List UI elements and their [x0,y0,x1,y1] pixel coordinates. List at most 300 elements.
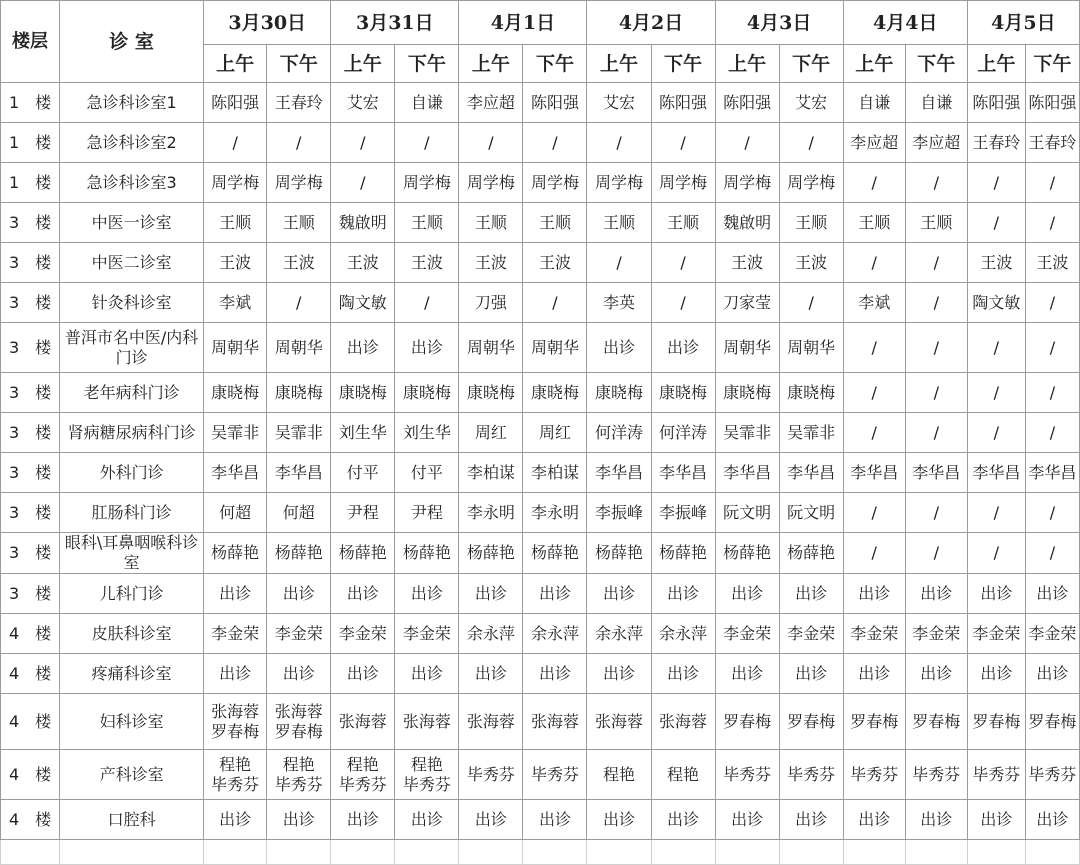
table-row [1,800,1080,840]
doctor-cell: 杨薛艳 [395,533,459,574]
doctor-cell: 出诊 [204,800,267,840]
doctor-cell: 艾宏 [779,83,843,123]
pm-header: 下午 [905,45,967,83]
floor-cell: 1 楼 [1,163,60,203]
doctor-cell: 周朝华 [715,323,779,373]
table-row [1,493,1080,533]
table-row [1,373,1080,413]
doctor-cell: 何超 [204,493,267,533]
doctor-cell: 王顺 [267,203,331,243]
room-cell: 产科诊室 [60,750,204,800]
doctor-cell: 李斌 [204,283,267,323]
doctor-cell: 出诊 [715,654,779,694]
room-cell: 肾病糖尿病科门诊 [60,413,204,453]
floor-cell: 4 楼 [1,614,60,654]
doctor-cell: 李柏谋 [459,453,523,493]
doctor-cell: / [843,323,905,373]
doctor-cell: 康晓梅 [204,373,267,413]
room-cell: 疼痛科诊室 [60,654,204,694]
doctor-cell: 出诊 [967,800,1025,840]
doctor-cell: 出诊 [651,323,715,373]
room-header: 诊 室 [60,1,204,83]
doctor-cell: 李华昌 [587,453,651,493]
doctor-cell: / [843,163,905,203]
doctor-cell: / [1025,163,1079,203]
doctor-cell: 出诊 [523,574,587,614]
doctor-cell: 尹程 [395,493,459,533]
doctor-cell: / [267,283,331,323]
doctor-cell: 艾宏 [587,83,651,123]
table-row [1,283,1080,323]
empty-cell [905,840,967,865]
doctor-cell: 何洋涛 [587,413,651,453]
empty-cell [587,840,651,865]
doctor-cell: 王春玲 [1025,123,1079,163]
doctor-cell: 李英 [587,283,651,323]
doctor-cell: 康晓梅 [459,373,523,413]
date-header: 4月2日 [587,1,715,45]
doctor-cell: 出诊 [395,654,459,694]
doctor-cell: 出诊 [523,800,587,840]
doctor-cell: 程艳 [651,750,715,800]
empty-cell [967,840,1025,865]
empty-cell [204,840,267,865]
doctor-cell: / [843,413,905,453]
doctor-cell: 李华昌 [905,453,967,493]
doctor-cell: 王春玲 [267,83,331,123]
floor-cell: 3 楼 [1,533,60,574]
pm-header: 下午 [523,45,587,83]
doctor-cell: 出诊 [587,323,651,373]
floor-cell: 3 楼 [1,413,60,453]
room-cell: 肛肠科门诊 [60,493,204,533]
doctor-cell: 李金荣 [967,614,1025,654]
date-header: 4月1日 [459,1,587,45]
room-cell: 急诊科诊室1 [60,83,204,123]
doctor-cell: 程艳 毕秀芬 [204,750,267,800]
pm-header: 下午 [651,45,715,83]
doctor-cell: 李永明 [459,493,523,533]
doctor-cell: / [905,163,967,203]
doctor-cell: 出诊 [779,574,843,614]
doctor-cell: 张海蓉 [395,694,459,750]
doctor-cell: 出诊 [459,574,523,614]
floor-header: 楼层 [1,1,60,83]
doctor-cell: 康晓梅 [395,373,459,413]
doctor-cell: 出诊 [204,574,267,614]
doctor-cell: 陶文敏 [331,283,395,323]
doctor-cell: 余永萍 [459,614,523,654]
doctor-cell: 周朝华 [779,323,843,373]
doctor-cell: 程艳 毕秀芬 [331,750,395,800]
doctor-cell: 李金荣 [395,614,459,654]
am-header: 上午 [715,45,779,83]
floor-cell: 4 楼 [1,694,60,750]
doctor-cell: / [459,123,523,163]
empty-cell [651,840,715,865]
empty-cell [715,840,779,865]
doctor-cell: 出诊 [905,574,967,614]
doctor-cell: / [779,123,843,163]
doctor-cell: / [967,413,1025,453]
doctor-cell: 李金荣 [204,614,267,654]
pm-header: 下午 [779,45,843,83]
doctor-cell: 何洋涛 [651,413,715,453]
doctor-cell: / [843,493,905,533]
room-cell: 中医一诊室 [60,203,204,243]
doctor-cell: / [1025,413,1079,453]
room-cell: 外科门诊 [60,453,204,493]
doctor-cell: 陈阳强 [967,83,1025,123]
doctor-cell: 付平 [395,453,459,493]
doctor-cell: / [1025,323,1079,373]
doctor-cell: 出诊 [967,654,1025,694]
doctor-cell: 毕秀芬 [779,750,843,800]
doctor-cell: 罗春梅 [715,694,779,750]
doctor-cell: 程艳 毕秀芬 [267,750,331,800]
date-header: 4月3日 [715,1,843,45]
doctor-cell: 李金荣 [779,614,843,654]
doctor-cell: 王顺 [587,203,651,243]
doctor-cell: 杨薛艳 [267,533,331,574]
doctor-cell: 出诊 [395,574,459,614]
doctor-cell: 出诊 [267,574,331,614]
doctor-cell: 出诊 [1025,574,1079,614]
doctor-cell: 出诊 [331,323,395,373]
doctor-cell: 李华昌 [651,453,715,493]
doctor-cell: 张海蓉 罗春梅 [267,694,331,750]
doctor-cell: / [967,323,1025,373]
am-header: 上午 [843,45,905,83]
doctor-cell: 出诊 [267,800,331,840]
doctor-cell: 李金荣 [1025,614,1079,654]
doctor-cell: 毕秀芬 [523,750,587,800]
floor-cell: 4 楼 [1,750,60,800]
doctor-cell: 罗春梅 [967,694,1025,750]
empty-cell [60,840,204,865]
doctor-cell: 王顺 [204,203,267,243]
doctor-cell: 王波 [715,243,779,283]
doctor-cell: / [587,243,651,283]
doctor-cell: 李华昌 [267,453,331,493]
doctor-cell: / [967,163,1025,203]
doctor-cell: 出诊 [523,654,587,694]
doctor-cell: 出诊 [395,323,459,373]
doctor-cell: 张海蓉 [331,694,395,750]
doctor-cell: 出诊 [204,654,267,694]
doctor-cell: / [1025,373,1079,413]
doctor-cell: 出诊 [651,574,715,614]
doctor-cell: 杨薛艳 [459,533,523,574]
doctor-cell: 阮文明 [779,493,843,533]
empty-cell [1,840,60,865]
doctor-cell: / [523,123,587,163]
doctor-cell: 李斌 [843,283,905,323]
doctor-cell: 出诊 [651,654,715,694]
empty-cell [267,840,331,865]
empty-cell [395,840,459,865]
doctor-cell: / [523,283,587,323]
doctor-cell: 余永萍 [651,614,715,654]
room-cell: 中医二诊室 [60,243,204,283]
doctor-cell: 康晓梅 [779,373,843,413]
doctor-cell: 王春玲 [967,123,1025,163]
doctor-cell: 陈阳强 [1025,83,1079,123]
table-row [1,203,1080,243]
pm-header: 下午 [267,45,331,83]
doctor-cell: 康晓梅 [715,373,779,413]
doctor-cell: / [204,123,267,163]
doctor-cell: 毕秀芬 [967,750,1025,800]
pm-header: 下午 [1025,45,1079,83]
doctor-cell: 李华昌 [1025,453,1079,493]
table-row [1,614,1080,654]
doctor-cell: 周朝华 [267,323,331,373]
doctor-cell: / [395,123,459,163]
doctor-cell: 王波 [459,243,523,283]
empty-row [1,840,1080,865]
doctor-cell: 张海蓉 [651,694,715,750]
date-header: 3月31日 [331,1,459,45]
table-row [1,163,1080,203]
doctor-cell: 李振峰 [651,493,715,533]
doctor-cell: / [905,493,967,533]
doctor-cell: 吴霏非 [779,413,843,453]
empty-cell [331,840,395,865]
doctor-cell: 杨薛艳 [523,533,587,574]
doctor-cell: 王波 [204,243,267,283]
header-row-dates [1,1,1080,45]
doctor-cell: 罗春梅 [1025,694,1079,750]
doctor-cell: 何超 [267,493,331,533]
doctor-cell: / [905,243,967,283]
table-row [1,574,1080,614]
table-row [1,413,1080,453]
doctor-cell: 程艳 毕秀芬 [395,750,459,800]
doctor-cell: 周学梅 [523,163,587,203]
doctor-cell: / [1025,283,1079,323]
doctor-cell: / [267,123,331,163]
doctor-cell: 张海蓉 罗春梅 [204,694,267,750]
doctor-cell: 李华昌 [204,453,267,493]
room-cell: 老年病科门诊 [60,373,204,413]
floor-cell: 3 楼 [1,453,60,493]
doctor-cell: 罗春梅 [843,694,905,750]
doctor-cell: 张海蓉 [587,694,651,750]
doctor-cell: / [905,373,967,413]
doctor-cell: 艾宏 [331,83,395,123]
doctor-cell: 出诊 [587,800,651,840]
am-header: 上午 [967,45,1025,83]
doctor-cell: 李振峰 [587,493,651,533]
doctor-cell: 王波 [967,243,1025,283]
room-cell: 口腔科 [60,800,204,840]
doctor-cell: 陈阳强 [523,83,587,123]
floor-cell: 1 楼 [1,83,60,123]
doctor-cell: 出诊 [715,574,779,614]
room-cell: 妇科诊室 [60,694,204,750]
doctor-cell: / [843,533,905,574]
doctor-cell: / [1025,203,1079,243]
doctor-cell: 杨薛艳 [331,533,395,574]
doctor-cell: 李金荣 [905,614,967,654]
doctor-cell: 康晓梅 [331,373,395,413]
floor-cell: 3 楼 [1,203,60,243]
doctor-cell: 出诊 [331,800,395,840]
doctor-cell: / [905,283,967,323]
doctor-cell: 毕秀芬 [843,750,905,800]
empty-cell [459,840,523,865]
date-header: 4月4日 [843,1,967,45]
doctor-cell: 王波 [779,243,843,283]
doctor-cell: / [715,123,779,163]
floor-cell: 3 楼 [1,373,60,413]
floor-cell: 3 楼 [1,243,60,283]
doctor-cell: 杨薛艳 [204,533,267,574]
doctor-cell: / [651,243,715,283]
doctor-cell: 魏啟明 [715,203,779,243]
am-header: 上午 [331,45,395,83]
doctor-cell: 张海蓉 [523,694,587,750]
doctor-cell: 吴霏非 [204,413,267,453]
doctor-cell: 出诊 [395,800,459,840]
doctor-cell: 毕秀芬 [715,750,779,800]
schedule-body [1,83,1080,865]
floor-cell: 3 楼 [1,323,60,373]
doctor-cell: 自谦 [905,83,967,123]
doctor-cell: 王波 [523,243,587,283]
doctor-cell: 王顺 [905,203,967,243]
doctor-cell: 康晓梅 [523,373,587,413]
doctor-cell: 陈阳强 [651,83,715,123]
doctor-cell: / [395,283,459,323]
floor-cell: 1 楼 [1,123,60,163]
doctor-cell: 出诊 [331,654,395,694]
table-row [1,654,1080,694]
doctor-cell: 王波 [1025,243,1079,283]
doctor-cell: 周学梅 [779,163,843,203]
doctor-cell: 王顺 [843,203,905,243]
doctor-cell: 出诊 [779,654,843,694]
room-cell: 急诊科诊室3 [60,163,204,203]
table-row [1,750,1080,800]
doctor-cell: / [1025,533,1079,574]
doctor-cell: 康晓梅 [651,373,715,413]
doctor-cell: 出诊 [587,574,651,614]
doctor-cell: 李应超 [459,83,523,123]
doctor-cell: 余永萍 [523,614,587,654]
table-row [1,123,1080,163]
doctor-cell: 吴霏非 [715,413,779,453]
doctor-cell: 出诊 [843,654,905,694]
doctor-cell: 毕秀芬 [459,750,523,800]
doctor-cell: 王顺 [651,203,715,243]
date-header: 4月5日 [967,1,1079,45]
doctor-cell: 出诊 [905,654,967,694]
doctor-cell: 出诊 [267,654,331,694]
doctor-cell: 李华昌 [779,453,843,493]
doctor-cell: 李金荣 [843,614,905,654]
doctor-cell: 出诊 [905,800,967,840]
doctor-cell: 出诊 [331,574,395,614]
doctor-cell: 李应超 [843,123,905,163]
doctor-cell: 王波 [331,243,395,283]
doctor-cell: 李永明 [523,493,587,533]
doctor-cell: / [967,493,1025,533]
doctor-cell: / [587,123,651,163]
table-row [1,533,1080,574]
table-row [1,323,1080,373]
doctor-cell: / [905,323,967,373]
doctor-cell: 周学梅 [459,163,523,203]
doctor-cell: 毕秀芬 [1025,750,1079,800]
doctor-cell: 付平 [331,453,395,493]
doctor-cell: 阮文明 [715,493,779,533]
doctor-cell: / [1025,493,1079,533]
doctor-cell: 杨薛艳 [587,533,651,574]
doctor-cell: 出诊 [459,800,523,840]
doctor-cell: 周学梅 [587,163,651,203]
doctor-cell: / [967,373,1025,413]
doctor-cell: 周学梅 [267,163,331,203]
doctor-cell: 张海蓉 [459,694,523,750]
doctor-cell: 周朝华 [459,323,523,373]
room-cell: 儿科门诊 [60,574,204,614]
doctor-cell: / [967,203,1025,243]
floor-cell: 3 楼 [1,574,60,614]
doctor-cell: 周红 [523,413,587,453]
doctor-cell: 出诊 [459,654,523,694]
doctor-cell: 王波 [267,243,331,283]
doctor-cell: 余永萍 [587,614,651,654]
doctor-cell: 李金荣 [715,614,779,654]
doctor-cell: 出诊 [1025,800,1079,840]
table-row [1,694,1080,750]
doctor-cell: 自谦 [395,83,459,123]
room-cell: 急诊科诊室2 [60,123,204,163]
doctor-cell: / [843,373,905,413]
floor-cell: 3 楼 [1,493,60,533]
am-header: 上午 [204,45,267,83]
floor-cell: 4 楼 [1,800,60,840]
room-cell: 普洱市名中医/内科门诊 [60,323,204,373]
room-cell: 针灸科诊室 [60,283,204,323]
doctor-cell: 刀强 [459,283,523,323]
table-row [1,453,1080,493]
doctor-cell: 出诊 [715,800,779,840]
doctor-cell: 陶文敏 [967,283,1025,323]
floor-cell: 3 楼 [1,283,60,323]
date-header: 3月30日 [204,1,331,45]
doctor-cell: 程艳 [587,750,651,800]
doctor-cell: 王顺 [459,203,523,243]
doctor-cell: 李华昌 [715,453,779,493]
doctor-cell: 陈阳强 [204,83,267,123]
doctor-cell: / [651,123,715,163]
empty-cell [523,840,587,865]
doctor-cell: 李应超 [905,123,967,163]
doctor-cell: 康晓梅 [267,373,331,413]
doctor-cell: 出诊 [587,654,651,694]
doctor-cell: / [905,533,967,574]
doctor-cell: / [905,413,967,453]
doctor-cell: 刘生华 [331,413,395,453]
doctor-cell: 出诊 [843,574,905,614]
doctor-cell: 李华昌 [967,453,1025,493]
am-header: 上午 [587,45,651,83]
doctor-cell: 出诊 [967,574,1025,614]
doctor-cell: 康晓梅 [587,373,651,413]
